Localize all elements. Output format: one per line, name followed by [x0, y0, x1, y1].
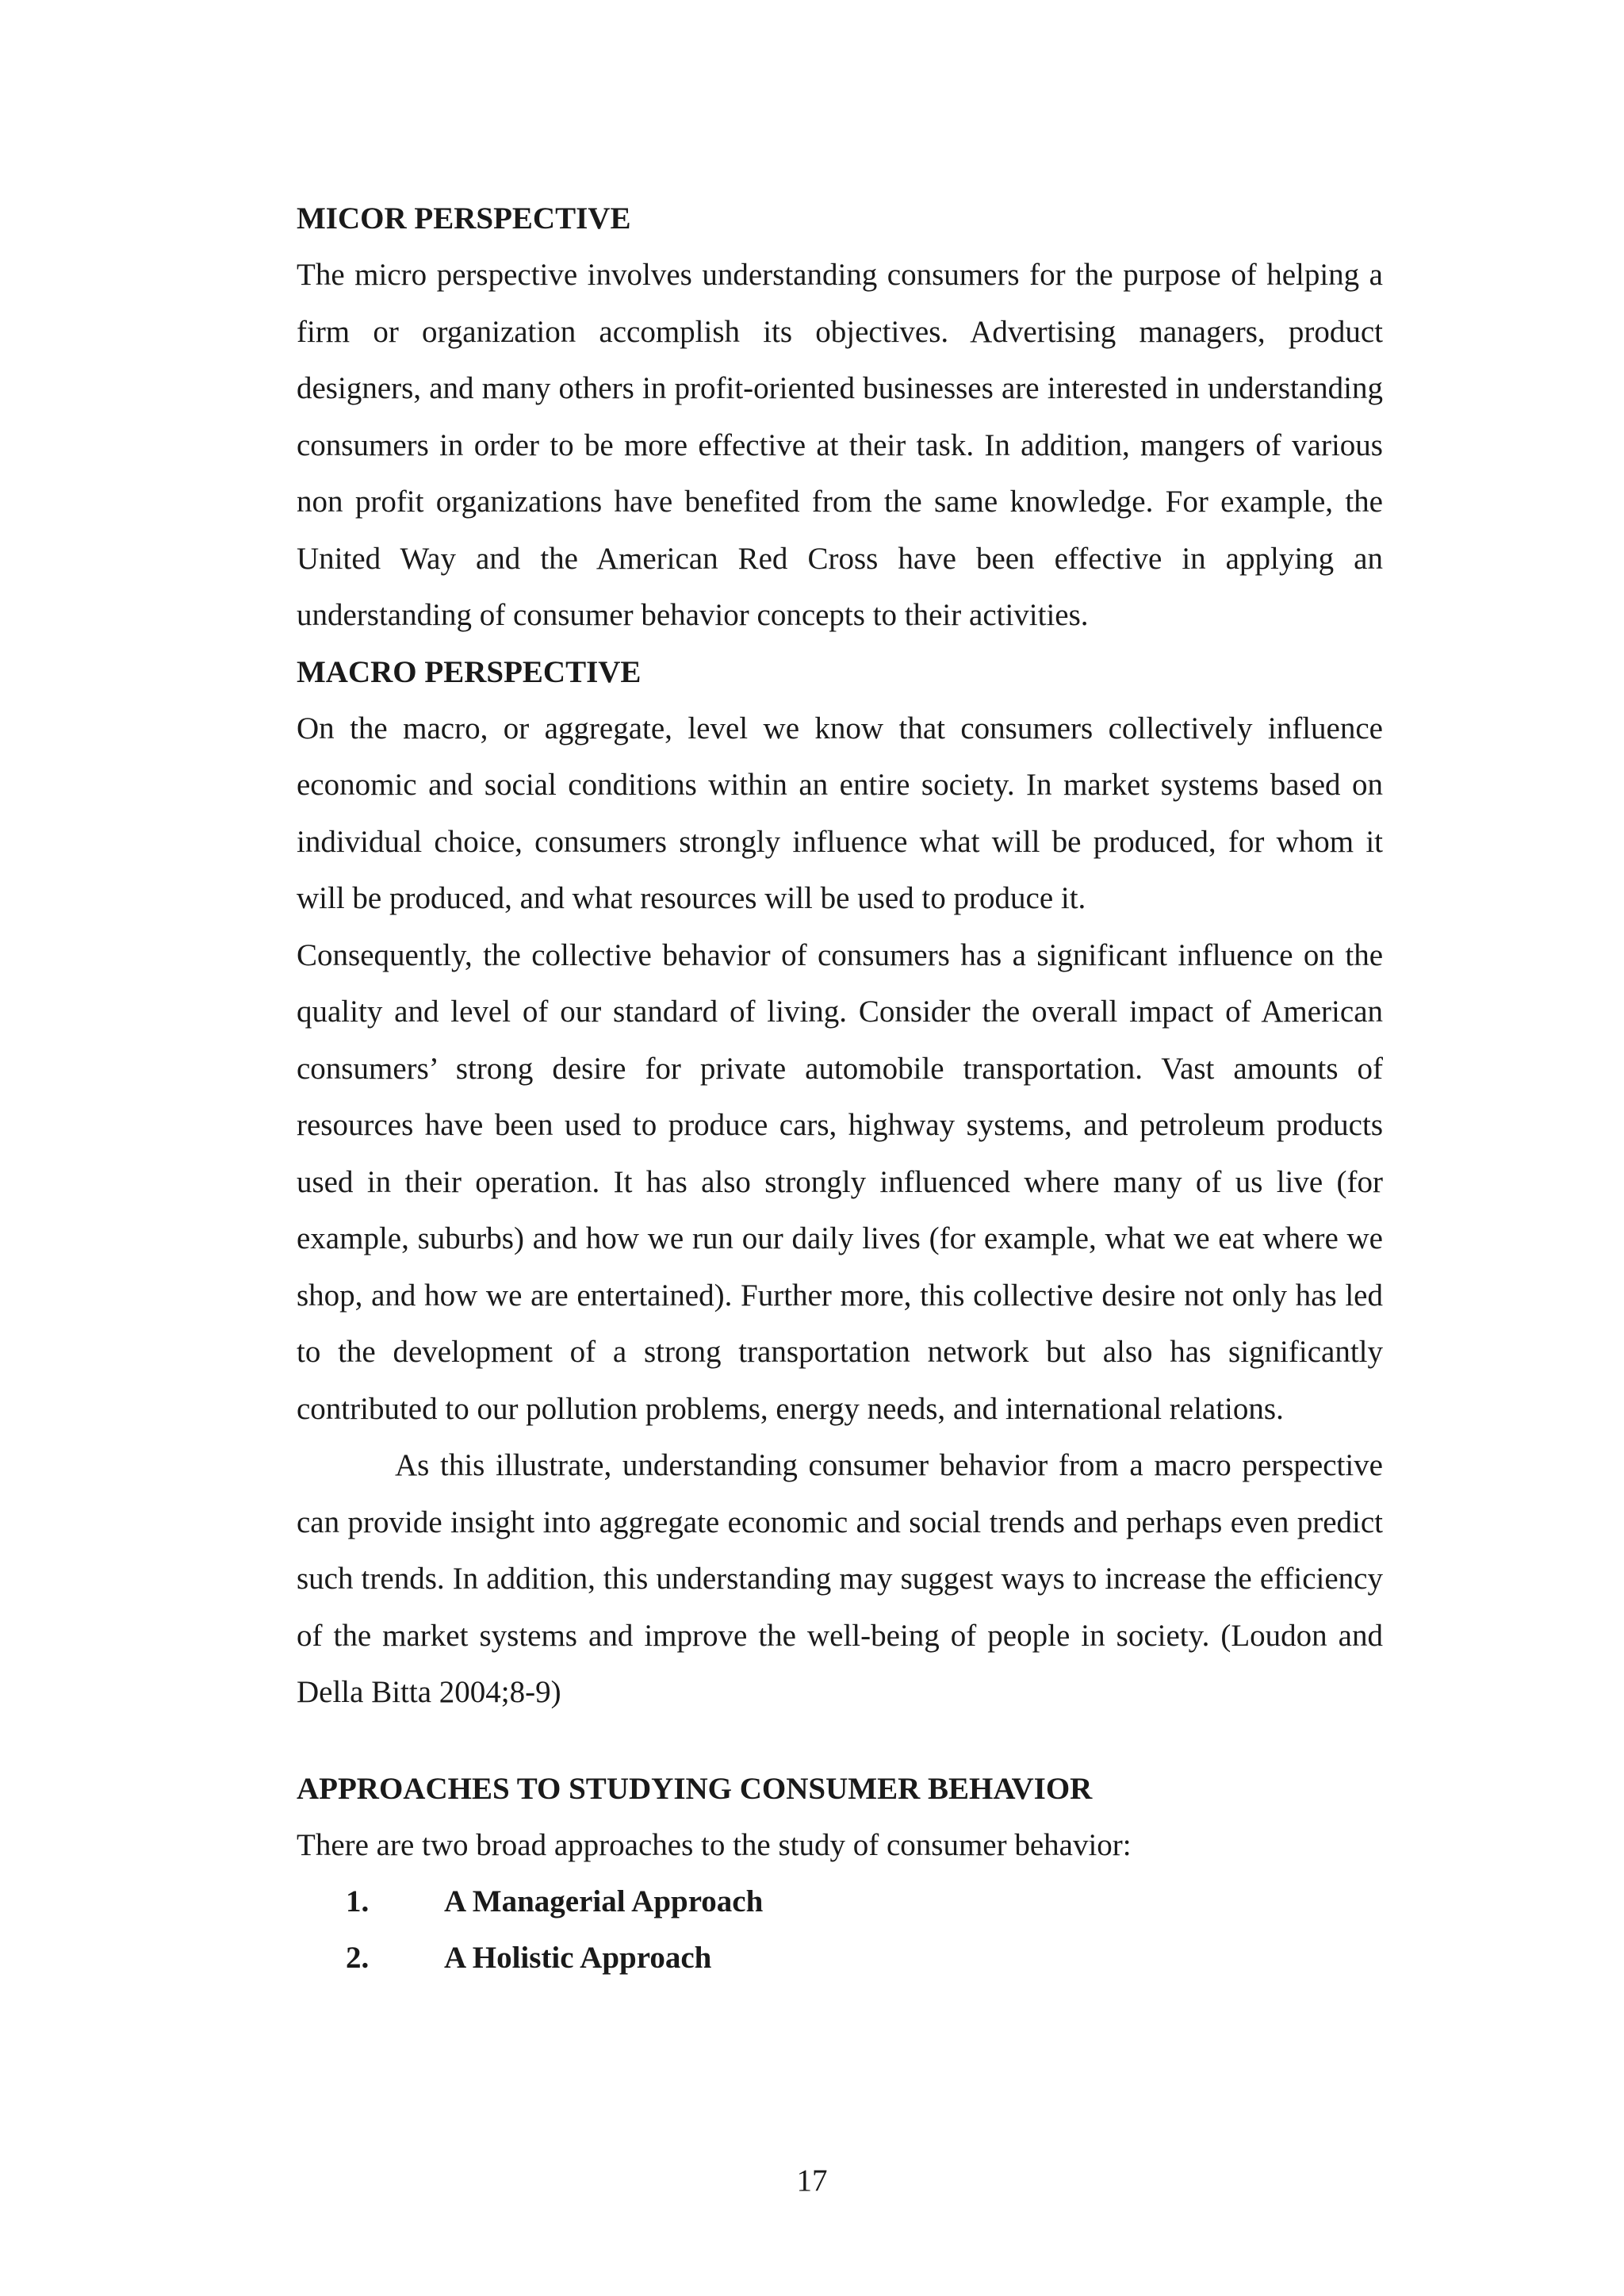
page-number: 17: [796, 2164, 828, 2198]
micro-perspective-heading: MICOR PERSPECTIVE: [297, 201, 631, 236]
macro-perspective-heading: MACRO PERSPECTIVE: [297, 654, 642, 689]
list-item-label: A Holistic Approach: [444, 1941, 712, 1975]
list-item-label: A Managerial Approach: [444, 1884, 764, 1918]
approaches-intro: There are two broad approaches to the study of consumer behavior:: [297, 1827, 1132, 1862]
list-item-number: 1.: [346, 1884, 370, 1918]
macro-perspective-paragraph-2: Consequently, the collective behavior of consumers has a significant influence on the quality and level of our standard of living. Consider the overall impact of American consumers’ strong desire for private automobile transportation. Vast amounts of resources have been used to produce cars, highway systems, and petroleum products used in their operation. It has also strongly influenced where many of us live (for example, suburbs) and how we run our daily lives (for example, what we eat where we shop, and how we are entertained). Further more, this collective desire not only has led to the development of a strong transportation network but also has significantly contributed to our pollution problems, energy needs, and international relations.: [297, 937, 1383, 1426]
approaches-heading: APPROACHES TO STUDYING CONSUMER BEHAVIOR: [297, 1771, 1093, 1806]
list-item: [297, 1873, 1383, 1930]
page-content: [297, 190, 1383, 1986]
list-item: [297, 1930, 1383, 1986]
list-item-number: 2.: [346, 1941, 370, 1975]
approaches-list: [297, 1873, 1383, 1986]
section-spacer: [297, 1721, 1383, 1761]
macro-perspective-paragraph-3: As this illustrate, understanding consumer behavior from a macro perspective can provide insight into aggregate economic and social trends and perhaps even predict such trends. In addition, this understanding may suggest ways to increase the efficiency of the market systems and improve the well-being of people in society. (Loudon and Della Bitta 2004;8-9): [297, 1448, 1383, 1709]
macro-perspective-paragraph-1: On the macro, or aggregate, level we know that consumers collectively influence economic and social conditions within an entire society. In market systems based on individual choice, consumers strongly influence what will be produced, for whom it will be produced, and what resources will be used to produce it.: [297, 711, 1383, 915]
micro-perspective-paragraph: The micro perspective involves understanding consumers for the purpose of helping a firm or organization accomplish its objectives. Advertising managers, product designers, and many others in profit-oriented businesses are interested in understanding consumers in order to be more effective at their task. In addition, mangers of various non profit organizations have benefited from the same knowledge. For example, the United Way and the American Red Cross have been effective in applying an understanding of consumer behavior concepts to their activities.: [297, 258, 1383, 632]
